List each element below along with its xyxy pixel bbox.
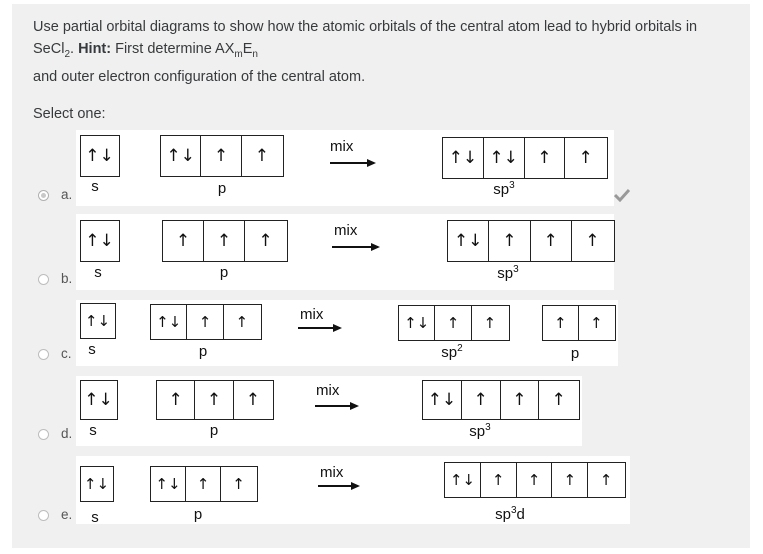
orbital-cell: ↑↓ (423, 381, 462, 419)
orbital-cell: ↑↓ (84, 390, 113, 410)
orbital-cell: ↑↓ (443, 138, 484, 178)
mix-arrow (330, 162, 374, 164)
option-letter: d. (61, 426, 73, 441)
orbital-cell: ↑ (578, 148, 593, 168)
option-radio[interactable] (38, 429, 49, 440)
p-label: p (219, 264, 229, 281)
orbital-cell: ↑ (163, 221, 204, 261)
orbital-cell: ↑ (235, 313, 249, 331)
s-label: s (91, 178, 99, 195)
orbital-cell: ↑ (232, 475, 245, 493)
hybrid-label: $sp^3$ (493, 180, 515, 198)
orbital-cell: ↑ (525, 138, 566, 178)
hybrid-orbital-box (422, 380, 580, 420)
orbital-cell: ↑↓ (448, 221, 489, 261)
orbital-cell: ↑ (186, 467, 221, 501)
orbital-cell: ↑ (201, 136, 241, 176)
p-orbital-box (150, 304, 262, 340)
orbital-cell: ↑ (599, 471, 613, 489)
orbital-cell: ↑ (551, 390, 566, 410)
option-letter: b. (61, 271, 73, 286)
orbital-cell: ↑↓ (445, 463, 481, 497)
option-radio[interactable] (38, 510, 49, 521)
s-label: s (89, 422, 97, 439)
orbital-cell: ↑↓ (85, 231, 114, 251)
orbital-cell: ↑ (435, 306, 471, 340)
mix-label: mix (316, 382, 340, 399)
hybrid-orbital-box (447, 220, 615, 262)
mix-label: mix (300, 306, 324, 323)
hybrid-orbital-box (444, 462, 626, 498)
orbital-cell: ↑↓ (83, 475, 110, 493)
orbital-cell: ↑ (589, 314, 603, 332)
orbital-cell: ↑ (254, 146, 269, 166)
mix-arrow (298, 327, 340, 329)
orbital-cell: ↑ (489, 221, 530, 261)
check-icon (614, 188, 630, 202)
orbital-cell: ↑ (195, 381, 233, 419)
orbital-cell: ↑ (481, 463, 517, 497)
orbital-cell: ↑ (258, 231, 273, 251)
hybrid-label: $sp^3$ (469, 422, 491, 440)
orbital-cell: ↑ (501, 381, 540, 419)
orbital-cell: ↑↓ (484, 138, 525, 178)
mix-arrow (315, 405, 357, 407)
s-orbital-box (80, 220, 120, 262)
mix-label: mix (330, 138, 354, 155)
orbital-cell: ↑ (585, 231, 600, 251)
s-orbital-box (80, 380, 118, 420)
mix-label: mix (320, 464, 344, 481)
orbital-cell: ↑ (204, 221, 245, 261)
orbital-cell: ↑ (462, 381, 501, 419)
s-orbital-box (80, 135, 120, 177)
s-label: s (88, 341, 96, 358)
p-label: p (209, 422, 219, 439)
option-radio[interactable] (38, 274, 49, 285)
orbital-cell: ↑ (245, 390, 260, 410)
p-label: p (198, 343, 208, 360)
orbital-cell: ↑ (483, 314, 497, 332)
orbital-cell: ↑ (531, 221, 572, 261)
p-orbital-box (162, 220, 288, 262)
hybrid-orbital-box (442, 137, 608, 179)
orbital-cell: ↑↓ (399, 306, 435, 340)
option-letter: e. (61, 507, 73, 522)
hybrid-label: $sp^2$ (441, 343, 463, 361)
s-label: s (94, 264, 102, 281)
question-text: Use partial orbital diagrams to show how the atomic orbitals of the central atom lead to hybrid orbitals in SeCl$_2$. Hint: First determine $AX_mE_n$ and outer electron configuration of the central atom. (33, 19, 698, 85)
option-letter: a. (61, 187, 73, 202)
orbital-cell: ↑ (543, 306, 579, 340)
s-orbital-box (80, 466, 114, 502)
orbital-cell: ↑↓ (85, 146, 114, 166)
option-letter: c. (61, 346, 72, 361)
p-label: p (217, 180, 227, 197)
hybrid-label: $sp^3d$ (495, 505, 525, 523)
mix-arrow (318, 485, 358, 487)
orbital-cell: ↑↓ (151, 467, 186, 501)
orbital-cell: ↑ (552, 463, 588, 497)
orbital-cell: ↑↓ (84, 312, 111, 330)
select-one-label: Select one: (33, 106, 106, 122)
hybrid-orbital-box (398, 305, 510, 341)
p-orbital-box (150, 466, 258, 502)
p-orbital-box (156, 380, 274, 420)
orbital-cell: ↑ (157, 381, 195, 419)
extra-p-label: p (570, 345, 580, 362)
orbital-cell: ↑↓ (151, 305, 187, 339)
option-radio[interactable] (38, 349, 49, 360)
p-label: p (193, 506, 203, 523)
orbital-cell: ↑ (517, 463, 553, 497)
mix-label: mix (334, 222, 358, 239)
orbital-cell: ↑↓ (161, 136, 201, 176)
s-orbital-box (80, 303, 116, 339)
mix-arrow (332, 246, 378, 248)
extra-p-orbital-box (542, 305, 616, 341)
hybrid-label: $sp^3$ (497, 264, 519, 282)
p-orbital-box (160, 135, 284, 177)
s-label: s (91, 509, 99, 526)
option-radio[interactable] (38, 190, 49, 201)
orbital-cell: ↑ (187, 305, 223, 339)
